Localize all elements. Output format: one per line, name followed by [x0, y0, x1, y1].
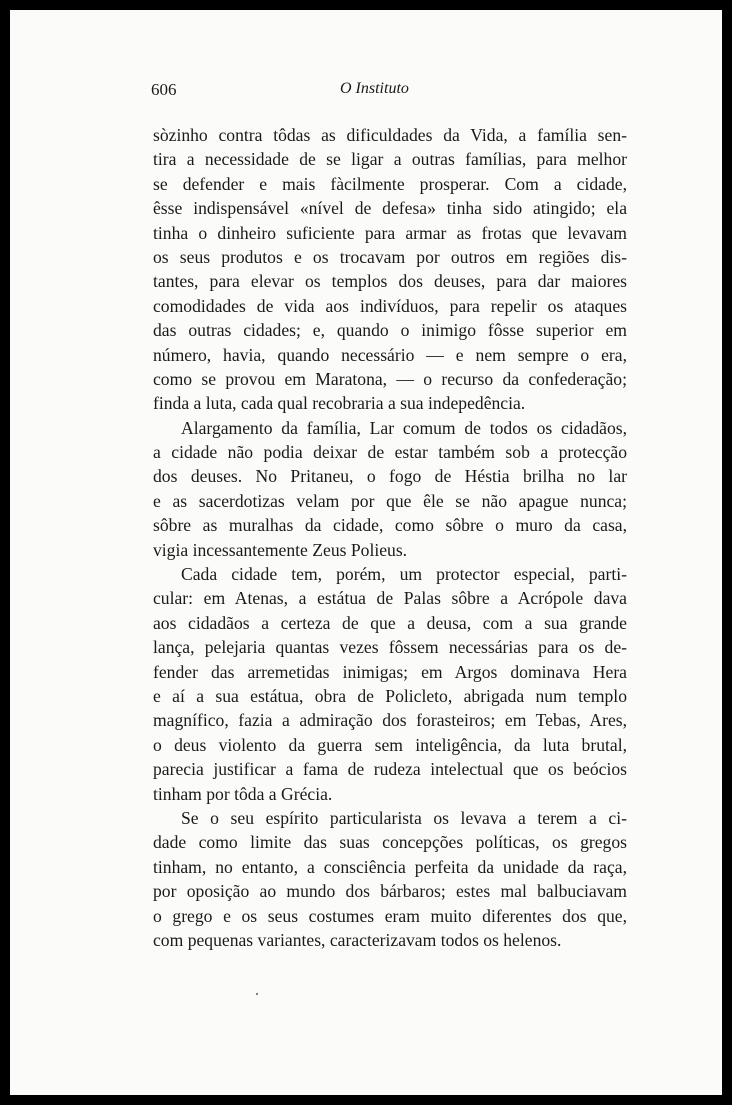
text-line: os seus produtos e os trocavam por outros em regiões dis- [153, 246, 627, 267]
text-line: se defender e mais fàcilmente prosperar. Com a cidade, [153, 173, 627, 194]
text-line: sôbre as muralhas da cidade, como sôbre o muro da casa, [153, 515, 627, 536]
text-line: e as sacerdotizas velam por que êle se não apague nunca; [153, 490, 627, 511]
text-line: por oposição ao mundo dos bárbaros; estes mal balbuciavam [153, 881, 627, 902]
paragraph-4 [153, 806, 627, 952]
text-line: com pequenas variantes, caracterizavam todos os helenos. [153, 929, 562, 950]
text-line: como se provou em Maratona, — o recurso da confederação; [153, 368, 627, 389]
text-line: fender das arremetidas inimigas; em Argos dominava Hera [153, 661, 627, 682]
text-line: comodidades de vida aos indivíduos, para repelir os ataques [153, 295, 627, 316]
text-line: vigia incessantemente Zeus Polieus. [153, 539, 408, 560]
page-header [10, 80, 722, 104]
text-line: tira a necessidade de se ligar a outras famílias, para melhor [153, 149, 627, 170]
text-line: dade como limite das suas concepções políticas, os gregos [153, 832, 627, 853]
running-title: O Instituto [340, 80, 409, 97]
ink-speck [256, 993, 258, 995]
text-line: Alargamento da família, Lar comum de todos os cidadãos, [181, 417, 627, 438]
paragraph-2 [153, 416, 627, 562]
text-line: magnífico, fazia a admiração dos forasteiros; em Tebas, Ares, [153, 710, 627, 731]
text-line: tinham, no entanto, a consciência perfeita da unidade da raça, [153, 856, 627, 877]
text-line: Se o seu espírito particularista os levava a terem a ci- [181, 807, 627, 828]
text-line: aos cidadãos a certeza de que a deusa, com a sua grande [153, 612, 627, 633]
text-line: o grego e os seus costumes eram muito diferentes dos que, [153, 905, 627, 926]
book-page [10, 10, 722, 1095]
text-line: êsse indispensável «nível de defesa» tinha sido atingido; ela [153, 198, 627, 219]
text-line: Cada cidade tem, porém, um protector especial, parti- [181, 564, 627, 585]
text-line: dos deuses. No Pritaneu, o fogo de Héstia brilha no lar [153, 466, 627, 487]
text-line: o deus violento da guerra sem inteligência, da luta brutal, [153, 734, 627, 755]
paragraph-3 [153, 562, 627, 806]
text-line: finda a luta, cada qual recobraria a sua indepedência. [153, 393, 526, 414]
text-line: tinha o dinheiro suficiente para armar as frotas que levavam [153, 222, 627, 243]
text-line: lança, pelejaria quantas vezes fôssem necessárias para os de- [153, 637, 627, 658]
text-line: cular: em Atenas, a estátua de Palas sôbre a Acrópole dava [153, 588, 627, 609]
text-line: sòzinho contra tôdas as dificuldades da Vida, a família sen- [153, 125, 627, 145]
page-number: 606 [151, 80, 177, 99]
text-line: número, havia, quando necessário — e nem sempre o era, [153, 344, 627, 365]
text-line: tantes, para elevar os templos dos deuses, para dar maiores [153, 271, 627, 292]
text-line: tinham por tôda a Grécia. [153, 783, 333, 804]
text-line: das outras cidades; e, quando o inimigo fôsse superior em [153, 320, 627, 341]
body-text [153, 123, 627, 952]
text-line: e aí a sua estátua, obra de Policleto, abrigada num templo [153, 685, 627, 706]
paragraph-1 [153, 123, 627, 416]
text-line: parecia justificar a fama de rudeza intelectual que os beócios [153, 759, 627, 780]
text-line: a cidade não podia deixar de estar também sob a protecção [153, 442, 627, 463]
